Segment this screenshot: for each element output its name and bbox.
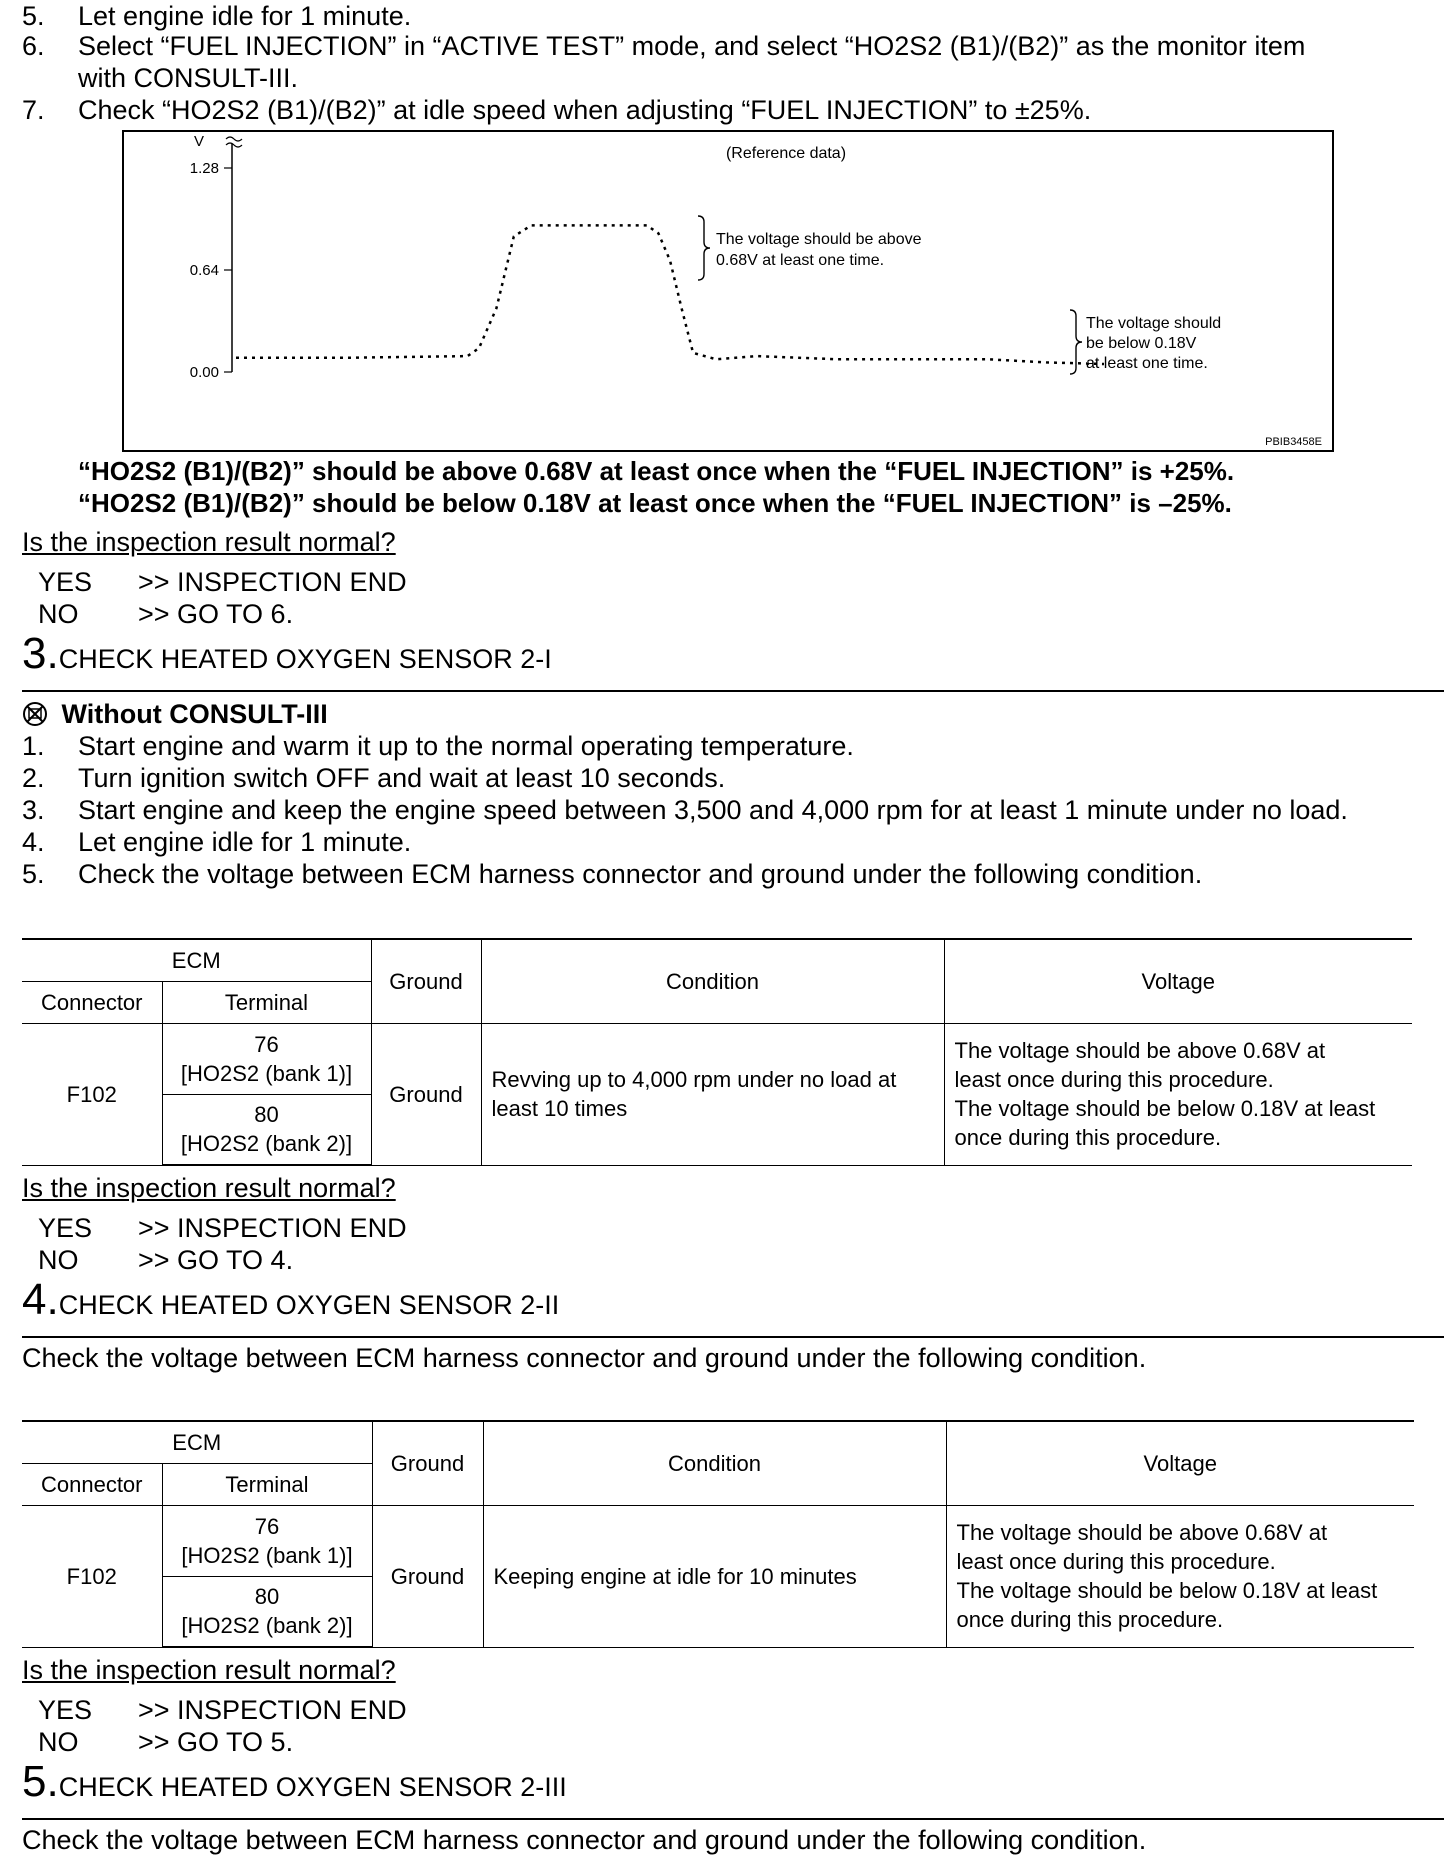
question-2: Is the inspection result normal? [22,1173,396,1203]
section-5-rule [22,1818,1444,1820]
answer-no-2: NO >> GO TO 4. [38,1245,294,1275]
annotation-above-line: The voltage should be above [716,231,922,248]
header-ecm: ECM [22,939,371,981]
axis-break-mark [226,137,242,147]
annotation-above-line: 0.68V at least one time. [716,252,885,269]
header-condition: Condition [483,1421,946,1505]
annotation-below-line: at least one time. [1086,355,1208,372]
note-above: “HO2S2 (B1)/(B2)” should be above 0.68V at least once when the “FUEL INJECTION” is +25%. [78,456,1235,486]
cell-voltage: The voltage should be above 0.68V at least once during this procedure. The voltage should be below 0.18V at least once during this procedure. [946,1505,1414,1647]
without-consult-heading: Without CONSULT-III [22,698,328,730]
cell-condition: Keeping engine at idle for 10 minutes [483,1505,946,1647]
header-condition: Condition [481,939,944,1023]
header-voltage: Voltage [946,1421,1414,1505]
y-axis-unit: V [194,133,205,150]
no-consult-icon [22,701,48,727]
reference-chart [122,130,1334,452]
answer-no-1: NO >> GO TO 6. [38,599,294,629]
cell-voltage: The voltage should be above 0.68V at least once during this procedure. The voltage should be below 0.18V at least once during this procedure. [944,1023,1412,1165]
chart-title: (Reference data) [725,145,847,162]
note-below: “HO2S2 (B1)/(B2)” should be below 0.18V at least once when the “FUEL INJECTION” is –25%. [78,488,1232,518]
ecm-voltage-table-1 [22,938,1412,1166]
section-3-rule [22,690,1444,692]
cell-ground: Ground [371,1023,481,1165]
figure-id: PBIB3458E [1265,436,1322,448]
answer-yes-2: YES >> INSPECTION END [38,1213,407,1243]
section-4-intro: Check the voltage between ECM harness connector and ground under the following condition. [22,1343,1147,1373]
y-tick-label: 1.28 [189,160,219,177]
annotation-below-line: be below 0.18V [1086,335,1197,352]
ecm-voltage-table-2 [22,1420,1414,1648]
header-ecm: ECM [22,1421,372,1463]
header-terminal: Terminal [162,1463,372,1505]
header-connector: Connector [22,981,162,1023]
section-4-heading: 4.CHECK HEATED OXYGEN SENSOR 2-II [22,1275,560,1324]
voltage-chart-svg [124,132,1331,449]
cell-ground: Ground [372,1505,483,1647]
cell-terminal-80: 80 [HO2S2 (bank 2)] [162,1576,372,1647]
header-ground: Ground [372,1421,483,1505]
cell-terminal-76: 76 [HO2S2 (bank 1)] [162,1505,372,1576]
cell-connector: F102 [22,1505,162,1647]
cell-terminal-80: 80 [HO2S2 (bank 2)] [162,1094,371,1165]
section-5-intro: Check the voltage between ECM harness connector and ground under the following condition. [22,1825,1147,1855]
header-ground: Ground [371,939,481,1023]
y-tick-label: 0.64 [189,262,219,279]
question-3: Is the inspection result normal? [22,1655,396,1685]
question-1: Is the inspection result normal? [22,527,396,557]
annotation-below-line: The voltage should [1086,315,1222,332]
chart-series-line [236,225,1104,364]
section-4-rule [22,1336,1444,1338]
header-terminal: Terminal [162,981,371,1023]
cell-connector: F102 [22,1023,162,1165]
cell-terminal-76: 76 [HO2S2 (bank 1)] [162,1023,371,1094]
answer-no-3: NO >> GO TO 5. [38,1727,294,1757]
answer-yes-1: YES >> INSPECTION END [38,567,407,597]
y-tick-label: 0.00 [189,364,219,381]
answer-yes-3: YES >> INSPECTION END [38,1695,407,1725]
header-voltage: Voltage [944,939,1412,1023]
section-5-heading: 5.CHECK HEATED OXYGEN SENSOR 2-III [22,1757,567,1806]
section-3-heading: 3.CHECK HEATED OXYGEN SENSOR 2-I [22,629,552,678]
annotation-brace-above [698,216,710,280]
cell-condition: Revving up to 4,000 rpm under no load at least 10 times [481,1023,944,1165]
header-connector: Connector [22,1463,162,1505]
